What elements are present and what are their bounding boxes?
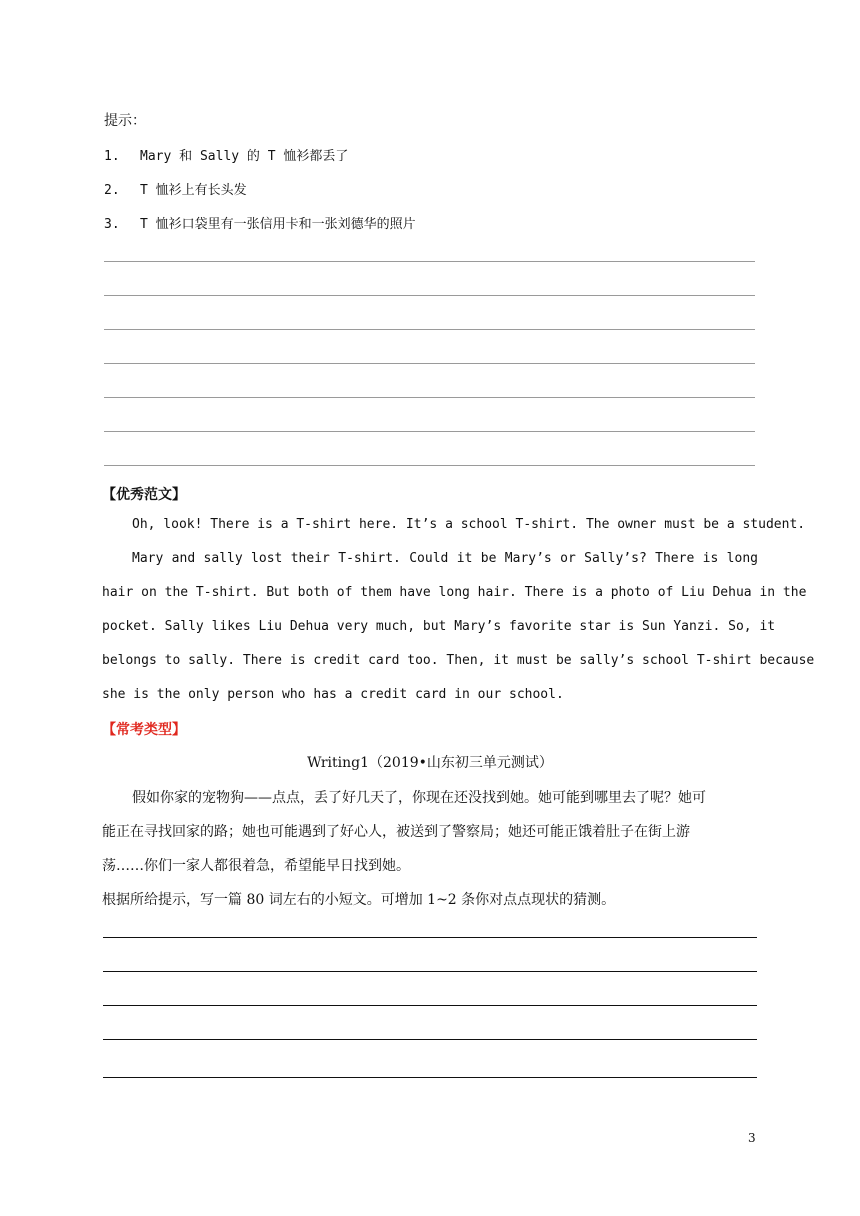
answer-line[interactable] xyxy=(103,937,757,938)
hint-item-2 xyxy=(104,179,247,198)
hints-label: 提示： xyxy=(104,113,146,129)
answer-line[interactable] xyxy=(103,971,757,972)
page-number: 3 xyxy=(748,1131,756,1145)
prompt-line-1: 假如你家的宠物狗——点点，丢了好几天了，你现在还没找到她。她可能到哪里去了呢？她可 xyxy=(132,790,706,806)
hint-item-3 xyxy=(104,213,416,232)
writing-task-title: Writing1（2019•山东初三单元测试） xyxy=(307,755,553,771)
hint-number: 2. xyxy=(104,183,120,198)
hint-text: Mary 和 Sally 的 T 恤衫都丢了 xyxy=(140,149,349,164)
writing-line[interactable] xyxy=(104,295,755,296)
prompt-line-2: 能正在寻找回家的路；她也可能遇到了好心人，被送到了警察局；她还可能正饿着肚子在街上游 xyxy=(102,824,690,840)
writing-line[interactable] xyxy=(104,261,755,262)
hint-number: 1. xyxy=(104,149,120,164)
prompt-line-3: 荡……你们一家人都很着急，希望能早日找到她。 xyxy=(102,858,410,874)
writing-line[interactable] xyxy=(104,431,755,432)
sample-line-2: Mary and sally lost their T-shirt. Could it be Mary’s or Sally’s? There is long xyxy=(132,551,758,566)
sample-heading: 【优秀范文】 xyxy=(102,487,186,503)
writing-line[interactable] xyxy=(104,329,755,330)
sample-line-6: she is the only person who has a credit card in our school. xyxy=(102,687,564,702)
hint-text: T 恤衫上有长头发 xyxy=(140,183,247,198)
sample-line-5: belongs to sally. There is credit card too. Then, it must be sally’s school T-shirt because xyxy=(102,653,815,668)
answer-line[interactable] xyxy=(103,1039,757,1040)
answer-line[interactable] xyxy=(103,1005,757,1006)
writing-line[interactable] xyxy=(104,363,755,364)
answer-line[interactable] xyxy=(103,1077,757,1078)
sample-line-3: hair on the T-shirt. But both of them have long hair. There is a photo of Liu Dehua in the xyxy=(102,585,807,600)
sample-line-1: Oh, look! There is a T-shirt here. It’s a school T-shirt. The owner must be a student. xyxy=(132,517,806,532)
writing-line[interactable] xyxy=(104,397,755,398)
common-type-heading: 【常考类型】 xyxy=(102,722,186,738)
sample-line-4: pocket. Sally likes Liu Dehua very much, but Mary’s favorite star is Sun Yanzi. So, it xyxy=(102,619,776,634)
writing-line[interactable] xyxy=(104,465,755,466)
hint-text: T 恤衫口袋里有一张信用卡和一张刘德华的照片 xyxy=(140,217,416,232)
hint-item-1 xyxy=(104,145,348,164)
hint-number: 3. xyxy=(104,217,120,232)
instruction-text: 根据所给提示，写一篇 80 词左右的小短文。可增加 1~2 条你对点点现状的猜测。 xyxy=(102,892,616,908)
